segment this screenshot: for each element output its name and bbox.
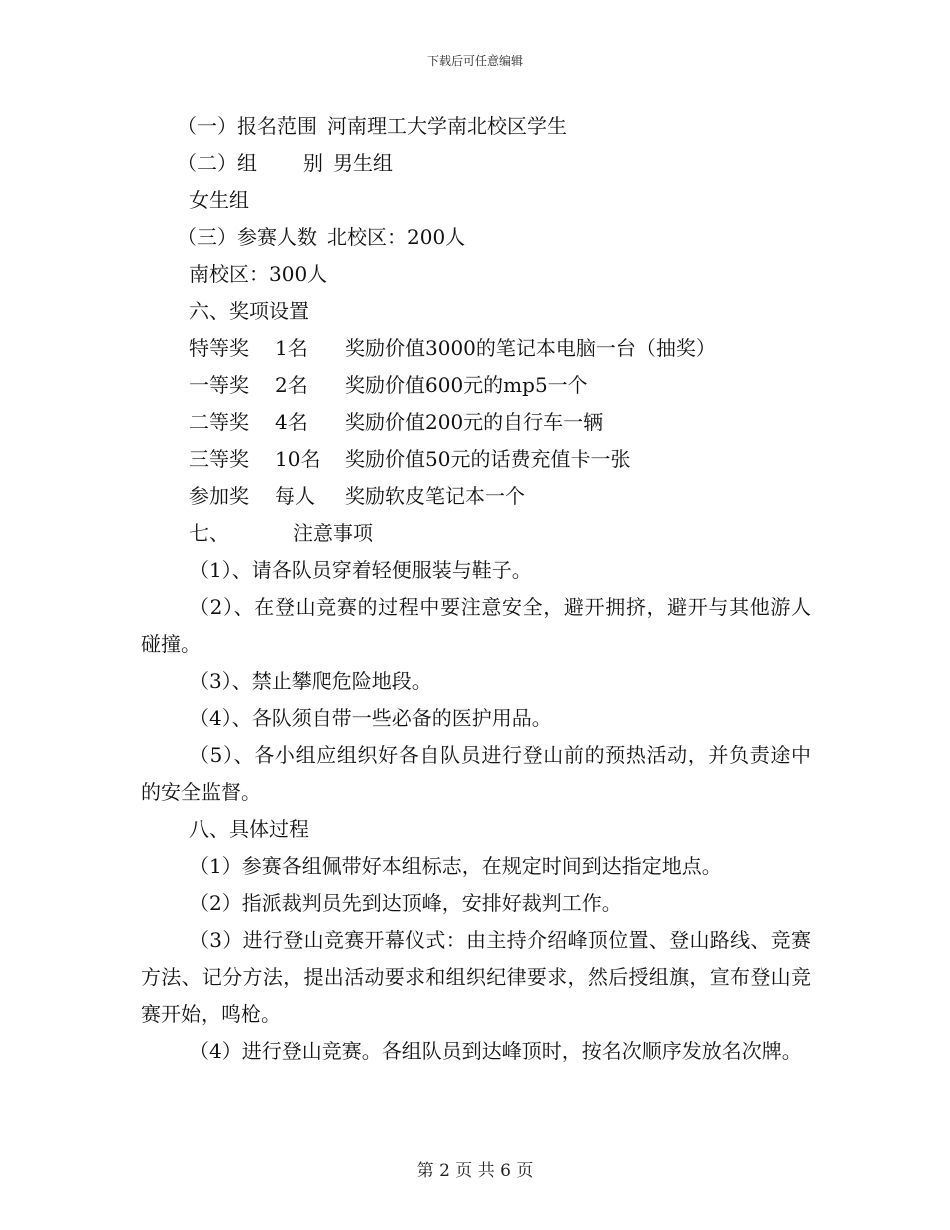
page-footer: 第 2 页 共 6 页 bbox=[416, 1161, 534, 1181]
count-label: （三）参赛人数 bbox=[177, 225, 317, 249]
award-row bbox=[141, 367, 811, 404]
scope-value: 河南理工大学南北校区学生 bbox=[327, 114, 567, 138]
section8-items bbox=[141, 848, 811, 1070]
award-prize: 奖励软皮笔记本一个 bbox=[345, 484, 525, 508]
page-header: 下载后可任意编辑 bbox=[426, 54, 523, 68]
notice-item: （1）、请各队员穿着轻便服装与鞋子。 bbox=[189, 558, 532, 582]
process-item: （2）指派裁判员先到达顶峰，安排好裁判工作。 bbox=[189, 891, 622, 915]
award-prize: 奖励价值50元的话费充值卡一张 bbox=[345, 447, 631, 471]
section7-title: 注意事项 bbox=[293, 521, 373, 545]
section8-title: 八、具体过程 bbox=[189, 817, 309, 841]
award-row bbox=[141, 441, 811, 478]
group-value-female: 女生组 bbox=[189, 188, 249, 212]
scope-label: （一）报名范围 bbox=[177, 114, 317, 138]
award-name: 二等奖 bbox=[189, 410, 249, 434]
notice-item: （2）、在登山竞赛的过程中要注意安全，避开拥挤，避开与其他游人碰撞。 bbox=[141, 595, 811, 656]
process-item: （4）进行登山竞赛。各组队员到达峰顶时，按名次顺序发放名次牌。 bbox=[189, 1039, 802, 1063]
group-line bbox=[141, 145, 811, 182]
award-count: 2名 bbox=[275, 373, 308, 397]
award-count: 1名 bbox=[275, 336, 308, 360]
count-line bbox=[141, 219, 811, 256]
scope-line bbox=[141, 108, 811, 145]
process-item: （3）进行登山竞赛开幕仪式：由主持介绍峰顶位置、登山路线、竞赛方法、记分方法，提出活动要求和组织纪律要求，然后授组旗，宣布登山竞赛开始，鸣枪。 bbox=[141, 928, 811, 1026]
award-count: 10名 bbox=[275, 447, 321, 471]
award-row bbox=[141, 478, 811, 515]
award-count: 4名 bbox=[275, 410, 308, 434]
section6-title: 六、奖项设置 bbox=[189, 299, 309, 323]
process-item: （1）参赛各组佩带好本组标志，在规定时间到达指定地点。 bbox=[189, 854, 722, 878]
notice-item: （5）、各小组应组织好各自队员进行登山前的预热活动，并负责途中的安全监督。 bbox=[141, 743, 811, 804]
award-row bbox=[141, 330, 811, 367]
award-name: 三等奖 bbox=[189, 447, 249, 471]
section7-number: 七、 bbox=[189, 521, 229, 545]
award-row bbox=[141, 404, 811, 441]
award-prize: 奖励价值200元的自行车一辆 bbox=[345, 410, 604, 434]
award-name: 特等奖 bbox=[189, 336, 249, 360]
count-south: 南校区：300人 bbox=[189, 262, 328, 286]
document-body bbox=[141, 108, 811, 1070]
section7-heading bbox=[141, 515, 811, 552]
count-north: 北校区：200人 bbox=[327, 225, 466, 249]
award-prize: 奖励价值600元的mp5一个 bbox=[345, 373, 588, 397]
award-count: 每人 bbox=[275, 484, 315, 508]
award-name: 一等奖 bbox=[189, 373, 249, 397]
award-prize: 奖励价值3000的笔记本电脑一台（抽奖） bbox=[345, 336, 716, 360]
award-name: 参加奖 bbox=[189, 484, 249, 508]
group-value-male: 男生组 bbox=[333, 151, 393, 175]
group-label-b: 别 bbox=[303, 151, 323, 175]
awards-list bbox=[141, 330, 811, 515]
notice-item: （4）、各队须自带一些必备的医护用品。 bbox=[189, 706, 552, 730]
group-label-a: （二）组 bbox=[177, 151, 257, 175]
section7-items bbox=[141, 552, 811, 811]
notice-item: （3）、禁止攀爬危险地段。 bbox=[189, 669, 432, 693]
